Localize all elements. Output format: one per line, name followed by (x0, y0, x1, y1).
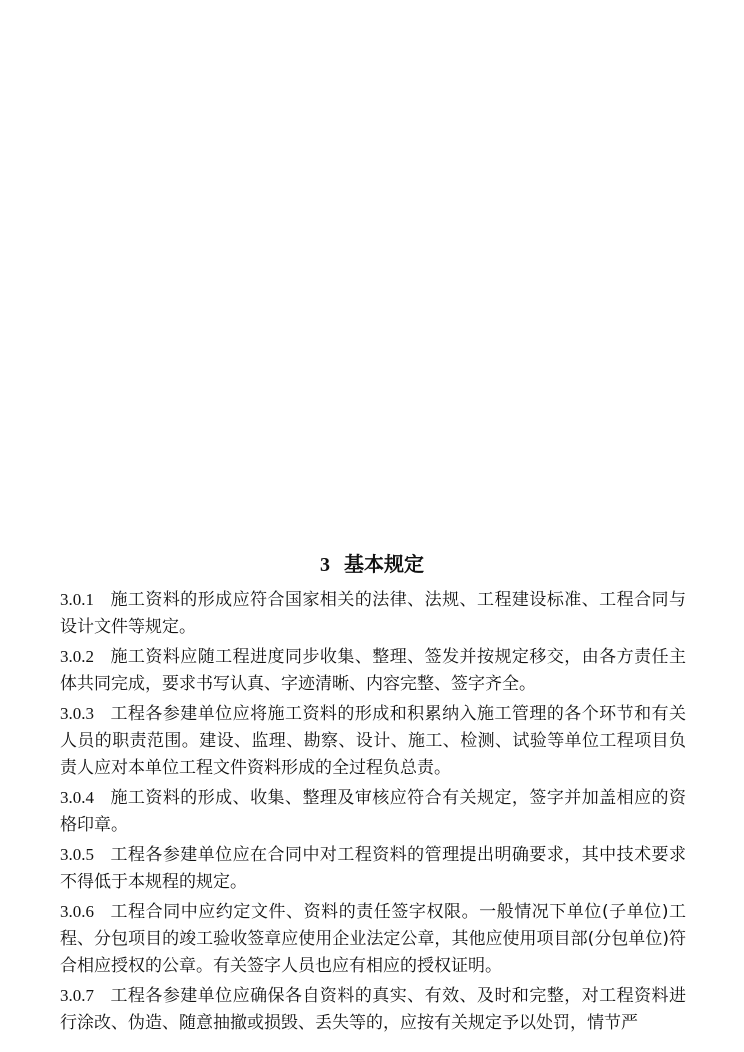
clause-number: 3.0.5 (60, 845, 94, 864)
section-title-text: 基本规定 (344, 552, 424, 576)
clause-3-0-1 (60, 586, 686, 641)
clause-3-0-7 (60, 982, 686, 1037)
section-number: 3 (320, 554, 330, 576)
clause-text: 工程各参建单位应将施工资料的形成和积累纳入施工管理的各个环节和有关人员的职责范围。建设、监理、勘察、设计、施工、检测、试验等单位工程项目负责人应对本单位工程文件资料形成的全过程负总责。 (60, 704, 686, 778)
clause-3-0-6 (60, 898, 686, 980)
clause-3-0-2 (60, 643, 686, 698)
clause-number: 3.0.1 (60, 590, 94, 609)
clause-3-0-3 (60, 700, 686, 782)
clause-number: 3.0.6 (60, 902, 94, 921)
clause-3-0-5 (60, 841, 686, 896)
clause-text: 施工资料的形成应符合国家相关的法律、法规、工程建设标准、工程合同与设计文件等规定。 (60, 590, 686, 637)
clause-number: 3.0.2 (60, 647, 94, 666)
clause-list (60, 586, 686, 1039)
clause-text: 施工资料的形成、收集、整理及审核应符合有关规定，签字并加盖相应的资格印章。 (60, 788, 686, 835)
clause-text: 施工资料应随工程进度同步收集、整理、签发并按规定移交，由各方责任主体共同完成，要求书写认真、字迹清晰、内容完整、签字齐全。 (60, 647, 686, 694)
section-heading (0, 548, 744, 577)
clause-text: 工程各参建单位应确保各自资料的真实、有效、及时和完整，对工程资料进行涂改、伪造、随意抽撤或损毁、丢失等的，应按有关规定予以处罚，情节严 (60, 986, 686, 1033)
clause-number: 3.0.3 (60, 704, 94, 723)
clause-number: 3.0.7 (60, 986, 94, 1005)
clause-3-0-4 (60, 784, 686, 839)
clause-number: 3.0.4 (60, 788, 94, 807)
clause-text: 工程合同中应约定文件、资料的责任签字权限。一般情况下单位(子单位)工程、分包项目的竣工验收签章应使用企业法定公章，其他应使用项目部(分包单位)符合相应授权的公章。有关签字人员也应有相应的授权证明。 (60, 902, 686, 976)
clause-text: 工程各参建单位应在合同中对工程资料的管理提出明确要求，其中技术要求不得低于本规程的规定。 (60, 845, 686, 892)
